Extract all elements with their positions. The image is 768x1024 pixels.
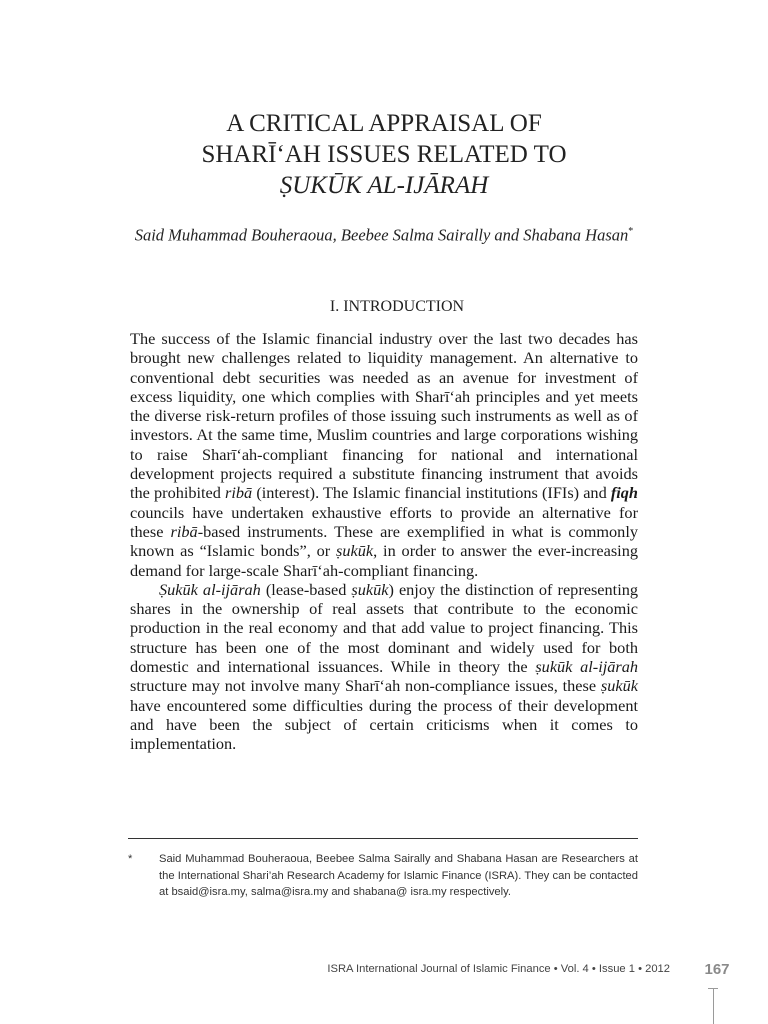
page-number: 167 [704,961,730,978]
body-text [130,329,638,754]
italic-term: ṣukūk al-ijārah [535,657,638,677]
article-title [0,108,768,201]
italic-term: ribā [170,521,198,541]
text-run: (lease-based [260,579,352,599]
footnote-text: Said Muhammad Bouheraoua, Beebee Salma Sairally and Shabana Hasan are Researchers at the International Shari’ah Research Academy for Islamic Finance (ISRA). They can be contacted at bsaid@isra.my, salma@isra.my and shabana@ isra.my respectively. [159,853,638,898]
text-run: (interest). The Islamic financial institutions (IFIs) and [252,483,611,503]
section-heading: I. INTRODUCTION [329,298,465,315]
author-footnote-mark: * [628,226,634,237]
author-names: Said Muhammad Bouheraoua, Beebee Salma Sairally and Shabana Hasan [134,225,629,245]
bold-italic-term: fiqh [610,483,638,503]
footnote [128,851,638,901]
text-run: The success of the Islamic financial industry over the last two decades has brought new challenges related to liquidity management. An alternative to conventional debt securities was needed as an avenue for investment of excess liquidity, one which complies with Sharī‘ah principles and yet meets the diverse risk-return profiles of those issuing such instruments as well as of investors. At the same time, Muslim countries and large corporations wishing to raise Sharī‘ah-compliant financing for national and international development projects required a substitute financing instrument that avoids the prohibited [130,329,638,503]
journal-footer: ISRA International Journal of Islamic Finance • Vol. 4 • Issue 1 • 2012 [327,963,670,975]
italic-term: ṣukūk [351,579,389,599]
italic-term: ṣukūk [336,541,374,561]
footnote-divider [128,838,638,839]
text-run: -based instruments. These are exemplified in what is commonly known as “Islamic bonds”, or [130,521,638,561]
title-line-3: ṢUKŪK AL-IJĀRAH [279,172,489,199]
italic-term: ṣukūk [600,676,638,696]
paragraph-2 [130,580,638,754]
footnote-mark: * [128,853,133,865]
page-number-line [713,988,714,1024]
text-run: ) enjoy the distinction of representing shares in the ownership of real assets that contribute to the economic production in the real economy and that add value to project financing. This structure has been one of the most dominant and widely used for both domestic and international issuances. While in theory the [130,579,638,677]
italic-term: ribā [225,483,253,503]
paragraph-1 [130,329,638,580]
text-run: councils have undertaken exhaustive efforts to provide an alternative for these [130,502,638,541]
text-run: have encountered some difficulties during the process of their development and have been the subject of certain criticisms when it comes to implementation. [130,695,638,754]
title-line-2: SHARĪ‘AH ISSUES RELATED TO [201,141,567,168]
text-run: structure may not involve many Sharī‘ah non-compliance issues, these [130,676,601,696]
author-list [130,221,638,246]
italic-term: Ṣukūk al-ijārah [159,579,261,599]
title-line-1: A CRITICAL APPRAISAL OF [226,110,542,137]
text-run: , in order to answer the ever-increasing demand for large-scale Sharī‘ah-compliant financing. [130,541,638,580]
